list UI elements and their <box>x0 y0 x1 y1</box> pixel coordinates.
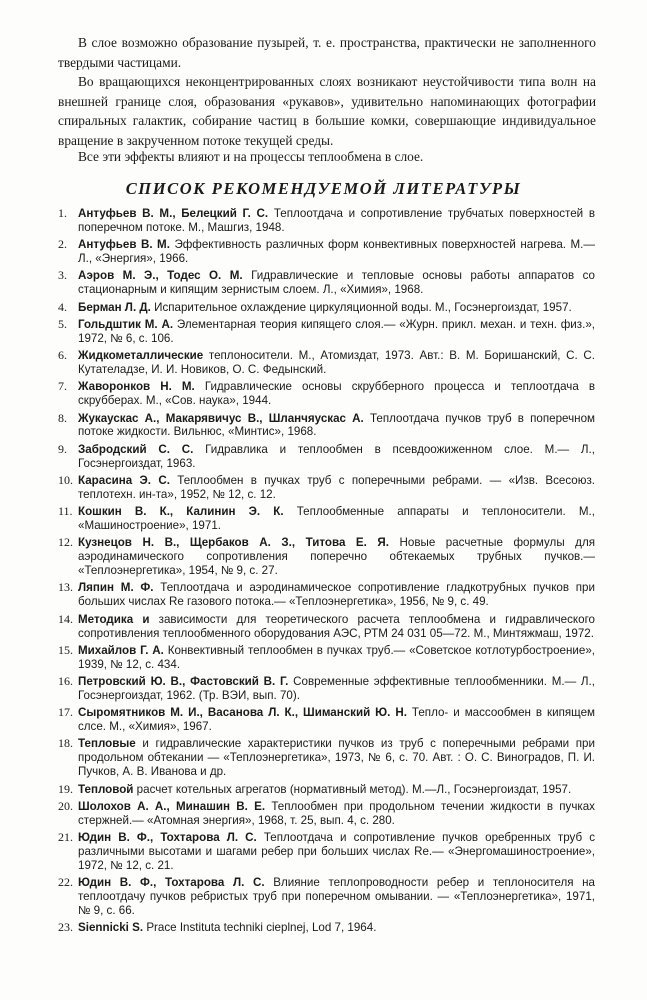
reference-number: 2. <box>58 237 67 252</box>
paragraph-text: В слое возможно образование пузырей, т. е. пространства, практически не заполненного твердыми частицами. <box>58 35 596 70</box>
reference-authors: Тепловой <box>78 782 134 796</box>
section-heading: СПИСОК РЕКОМЕНДУЕМОЙ ЛИТЕРАТУРЫ <box>125 179 522 198</box>
reference-number: 12. <box>58 535 73 550</box>
reference-text: Эффективность различных форм конвективных поверхностей нагрева. М.—Л., «Энергия», 1966. <box>78 238 595 266</box>
reference-number: 19. <box>58 781 73 796</box>
reference-item <box>0 505 595 533</box>
reference-text: Новые расчетные формулы для аэродинамического сопротивления поперечно обтекаемых трубных пучков.— «Теплоэнергетика», 1954, № 9, с. 27. <box>78 536 595 578</box>
reference-authors: Юдин В. Ф., Тохтарова Л. С. <box>78 831 257 845</box>
reference-text: Теплоотдача и сопротивление пучков оребренных труб с различными высотами и шагами ребер при больших числах Re.— «Энергомашиностроение», 1972, № 12, с. 21. <box>78 831 596 872</box>
reference-text: Гидравлические и тепловые основы работы аппаратов со стационарным и кипящим зернистым слоем. Л., «Химия», 1968. <box>78 269 596 297</box>
reference-text: Испарительное охлаждение циркуляционной воды. М., Госэнергоиздат, 1957. <box>154 300 572 314</box>
reference-number: 7. <box>58 379 67 394</box>
reference-item <box>0 581 595 609</box>
reference-number: 8. <box>58 410 67 425</box>
reference-authors: Антуфьев В. М. <box>78 238 170 252</box>
reference-text: Теплоотдача пучков труб в поперечном потоке жидкости. Вильнюс, «Минтис», 1968. <box>78 411 595 439</box>
reference-number: 18. <box>58 736 73 751</box>
reference-number: 11. <box>58 504 73 519</box>
reference-number: 14. <box>58 611 73 626</box>
reference-authors: Аэров М. Э., Тодес О. М. <box>78 269 243 283</box>
reference-item <box>0 706 595 734</box>
reference-item <box>0 921 595 935</box>
reference-text: зависимости для теоретического расчета теплообмена и гидравлического сопротивления теплообменного оборудования АЭС, РТМ 24 031 05—72. М., Минтяжмаш, 1972. <box>78 612 595 640</box>
reference-authors: Тепловые <box>78 737 136 751</box>
reference-authors: Кошкин В. К., Калинин Э. К. <box>78 505 284 519</box>
reference-text: Теплоотдача и сопротивление трубчатых поверхностей в поперечном потоке. М., Машгиз, 1948. <box>78 207 595 234</box>
reference-number: 9. <box>58 441 67 456</box>
reference-text: Теплоотдача и аэродинамическое сопротивление гладкотрубных пучков при больших числах Re газового потока.— «Теплоэнергетика», 1956, № 9, с. 49. <box>78 581 595 609</box>
reference-item <box>0 380 595 408</box>
reference-item <box>0 349 595 377</box>
reference-authors: Гольдштик М. А. <box>78 317 174 331</box>
reference-number: 22. <box>58 875 73 890</box>
reference-authors: Карасина Э. С. <box>78 473 170 487</box>
reference-item <box>0 238 595 266</box>
reference-number: 5. <box>58 316 67 331</box>
reference-authors: Сыромятников М. И., Васанова Л. К., Шиманский Ю. Н. <box>78 706 407 720</box>
reference-number: 21. <box>58 830 73 845</box>
reference-item <box>0 800 595 828</box>
reference-item <box>0 207 595 235</box>
reference-text: Теплообмен при продольном течении жидкости в пучках стержней.— «Атомная энергия», 1968, т. 25, вып. 4, с. 280. <box>78 799 595 827</box>
reference-text: Теплообмен в пучках труб с поперечными ребрами. — «Изв. Всесоюз. теплотехн. ин-та», 1952, № 12, с. 12. <box>78 473 595 501</box>
reference-text: и гидравлические характеристики пучков из труб с поперечными ребрами при продольном обтекании — «Теплоэнергетика», 1973, № 6, с. 70. Авт. : О. С. Виноградов, П. И. Пучков, А. В. Иванова и др. <box>78 737 595 779</box>
reference-text: Гидравлические основы скрубберного процесса и теплоотдача в скрубберах. М., «Сов. наука», 1944. <box>78 380 595 408</box>
reference-number: 15. <box>58 642 73 657</box>
reference-authors: Жидкометаллические <box>78 349 204 363</box>
paragraph-effects <box>58 147 596 167</box>
reference-authors: Антуфьев В. М., Белецкий Г. С. <box>78 207 269 220</box>
paragraph-text: Во вращающихся неконцентрированных слоях возникают неустойчивости типа волн на внешней границе слоя, образования «рукавов», удивительно напоминающих фотографии спиральных галактик, собирание частиц в большие комки, совершающие индивидуальное вращение в закрученном потоке текущей среды. <box>58 74 596 148</box>
reference-number: 6. <box>58 348 67 363</box>
reference-number: 23. <box>58 920 73 935</box>
reference-authors: Шолохов А. А., Минашин В. Е. <box>78 799 266 813</box>
reference-item <box>0 301 595 315</box>
reference-number: 1. <box>58 206 67 220</box>
reference-number: 20. <box>58 798 73 813</box>
paragraph-instabilities <box>58 72 596 150</box>
reference-list <box>0 207 647 939</box>
reference-authors: Забродский С. С. <box>78 442 194 456</box>
reference-item <box>0 412 595 440</box>
reference-text: Теплообменные аппараты и теплоносители. М., «Машиностроение», 1971. <box>78 505 595 533</box>
reference-text: Современные эффективные теплообменники. М.— Л., Госэнергоиздат, 1962. (Тр. ВЭИ, вып. 70). <box>78 675 595 702</box>
reference-authors: Юдин В. Ф., Тохтарова Л. С. <box>78 876 265 890</box>
reference-number: 4. <box>58 299 67 314</box>
reference-number: 17. <box>58 705 73 720</box>
reference-authors: Методика и <box>78 612 150 626</box>
reference-number: 3. <box>58 268 67 283</box>
reference-item <box>0 675 595 703</box>
reference-authors: Siennicki S. <box>78 921 144 935</box>
reference-item <box>0 613 595 641</box>
paragraph-bubbles <box>58 33 596 72</box>
reference-item <box>0 443 595 471</box>
reference-item <box>0 644 595 672</box>
reference-item <box>0 269 595 297</box>
reference-authors: Петровский Ю. В., Фастовский В. Г. <box>78 675 289 689</box>
reference-text: расчет котельных агрегатов (нормативный метод). М.—Л., Госэнергоиздат, 1957. <box>136 782 572 796</box>
reference-authors: Берман Л. Д. <box>78 300 151 314</box>
reference-text: Конвективный теплообмен в пучках труб.— «Советское котлотурбостроение», 1939, № 12, с. 434. <box>78 643 596 671</box>
reference-item <box>0 783 595 797</box>
reference-number: 13. <box>58 580 73 595</box>
reference-item <box>0 737 595 779</box>
reference-authors: Ляпин М. Ф. <box>78 581 154 595</box>
reference-item <box>0 318 595 346</box>
reference-authors: Михайлов Г. А. <box>78 643 164 657</box>
reference-authors: Кузнецов Н. В., Щербаков А. З., Титова Е. Я. <box>78 536 389 550</box>
reference-authors: Жаворонков Н. М. <box>78 380 195 394</box>
reference-number: 10. <box>58 472 73 487</box>
reference-text: Prace Instituta techniki cieplnej, Lod 7, 1964. <box>146 921 377 935</box>
paragraph-text: Все эти эффекты влияют и на процессы теплообмена в слое. <box>78 149 424 164</box>
reference-item <box>0 876 595 918</box>
reference-text: Тепло- и массообмен в кипящем слсе. М., «Химия», 1967. <box>78 706 595 734</box>
reference-item <box>0 831 595 873</box>
reference-authors: Жукаускас А., Макарявичус В., Шланчяускас А. <box>78 411 364 425</box>
reference-text: Элементарная теория кипящего слоя.— «Журн. прикл. механ. и техн. физ.», 1972, № 6, с. 106. <box>78 317 595 345</box>
reference-number: 16. <box>58 674 73 689</box>
reference-text: Гидравлика и теплообмен в псевдоожиженном слое. М.— Л., Госэнергоиздат, 1963. <box>78 442 595 470</box>
reference-text: Влияние теплопроводности ребер и теплоносителя на теплоотдачу пучков ребристых труб при поперечном омывании. — «Теплоэнергетика», 1971, № 9, с. 66. <box>78 876 596 917</box>
reference-item <box>0 536 595 578</box>
reference-item <box>0 474 595 502</box>
reference-text: теплоносители. М., Атомиздат, 1973. Авт.: В. М. Боришанский, С. С. Кутателадзе, И. И. Новиков, О. С. Федынский. <box>78 349 595 377</box>
